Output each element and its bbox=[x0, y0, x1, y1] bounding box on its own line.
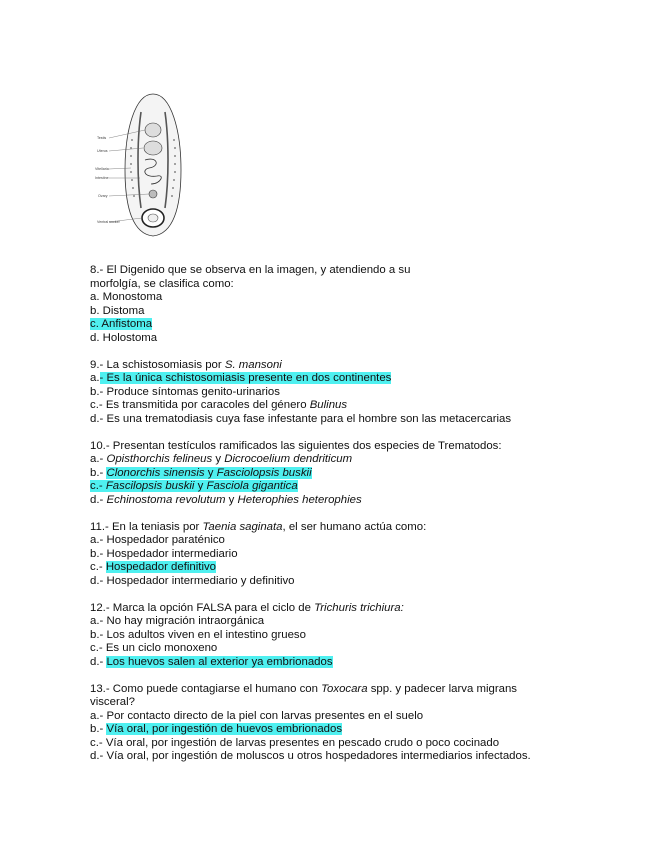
highlighted-answer: Clonorchis sinensis y Fasciolopsis buskii bbox=[106, 466, 312, 479]
option-a: a.- Es la única schistosomiasis presente en dos continentes bbox=[90, 372, 392, 384]
question-stem: 10.- Presentan testículos ramificados las siguientes dos especies de Trematodos: bbox=[90, 439, 502, 452]
option-b: b.- Produce síntomas genito-urinarios bbox=[90, 385, 280, 398]
questions-list bbox=[90, 264, 560, 777]
question-10 bbox=[90, 440, 560, 508]
highlighted-answer: c.- Fascilopsis buskii y Fasciola gigantica bbox=[90, 480, 298, 492]
figure-label-ventral-sucker: Ventral sucker bbox=[97, 220, 120, 224]
option-d: d.- Vía oral, por ingestión de moluscos u otros hospedadores intermediarios infectados. bbox=[90, 750, 531, 762]
highlighted-answer: Los huevos salen al exterior ya embrionados bbox=[106, 655, 333, 668]
digenean-figure bbox=[95, 90, 195, 240]
highlighted-answer: Vía oral, por ingestión de huevos embrionados bbox=[106, 723, 343, 735]
figure-label-vitellaria: Vitellaria bbox=[95, 167, 109, 171]
question-stem: morfolgía, se clasifica como: bbox=[90, 277, 234, 290]
option-b: b.- Clonorchis sinensis y Fasciolopsis buskii bbox=[90, 466, 312, 479]
option-d: d.- Los huevos salen al exterior ya embrionados bbox=[90, 655, 333, 668]
figure-label-ovary: Ovary bbox=[98, 194, 108, 198]
question-11 bbox=[90, 521, 560, 589]
question-stem: 8.- El Digenido que se observa en la imagen, y atendiendo a su bbox=[90, 264, 411, 276]
figure-label-uterus: Uterus bbox=[97, 149, 108, 153]
option-d: d. Holostoma bbox=[90, 331, 158, 344]
question-stem: 12.- Marca la opción FALSA para el ciclo de Trichuris trichiura: bbox=[90, 601, 404, 614]
option-b: b.- Vía oral, por ingestión de huevos embrionados bbox=[90, 723, 343, 735]
option-c: c.- Es un ciclo monoxeno bbox=[90, 642, 218, 654]
option-a: a.- No hay migración intraorgánica bbox=[90, 615, 265, 627]
option-c bbox=[90, 480, 560, 494]
question-stem: 11.- En la teniasis por Taenia saginata, el ser humano actúa como: bbox=[90, 520, 427, 533]
option-c bbox=[90, 318, 560, 332]
option-d: d.- Es una trematodiasis cuya fase infestante para el hombre son las metacercarias bbox=[90, 412, 512, 425]
option-c: c.- Vía oral, por ingestión de larvas presentes en pescado crudo o poco cocinado bbox=[90, 736, 500, 749]
question-stem: 13.- Como puede contagiarse el humano con Toxocara spp. y padecer larva migrans bbox=[90, 682, 517, 695]
option-c: c.- Es transmitida por caracoles del género Bulinus bbox=[90, 399, 348, 411]
option-d: d.- Hospedador intermediario y definitivo bbox=[90, 574, 295, 587]
question-stem: 9.- La schistosomiasis por S. mansoni bbox=[90, 358, 282, 371]
question-13 bbox=[90, 683, 560, 764]
highlighted-answer: c. Anfistoma bbox=[90, 318, 153, 330]
option-b: b.- Los adultos viven en el intestino grueso bbox=[90, 628, 306, 641]
fluke-illustration bbox=[95, 90, 195, 240]
option-d: d.- Echinostoma revolutum y Heterophies heterophies bbox=[90, 493, 362, 506]
question-stem: visceral? bbox=[90, 696, 135, 708]
option-b: b. Distoma bbox=[90, 304, 145, 317]
highlighted-answer: Hospedador definitivo bbox=[105, 561, 217, 573]
question-12 bbox=[90, 602, 560, 670]
question-8 bbox=[90, 264, 560, 345]
question-9 bbox=[90, 359, 560, 427]
option-a: a.- Hospedador paraténico bbox=[90, 534, 225, 546]
option-b: b.- Hospedador intermediario bbox=[90, 547, 238, 560]
figure-label-testis: Testis bbox=[97, 136, 107, 140]
option-a: a.- Opisthorchis felineus y Dicrocoelium dendriticum bbox=[90, 453, 353, 465]
option-a: a. Monostoma bbox=[90, 291, 163, 303]
option-c: c.- Hospedador definitivo bbox=[90, 561, 217, 573]
highlighted-answer: - Es la única schistosomiasis presente en dos continentes bbox=[99, 372, 392, 384]
figure-label-intestine: Intestine bbox=[95, 176, 109, 180]
option-a: a.- Por contacto directo de la piel con larvas presentes en el suelo bbox=[90, 709, 424, 722]
